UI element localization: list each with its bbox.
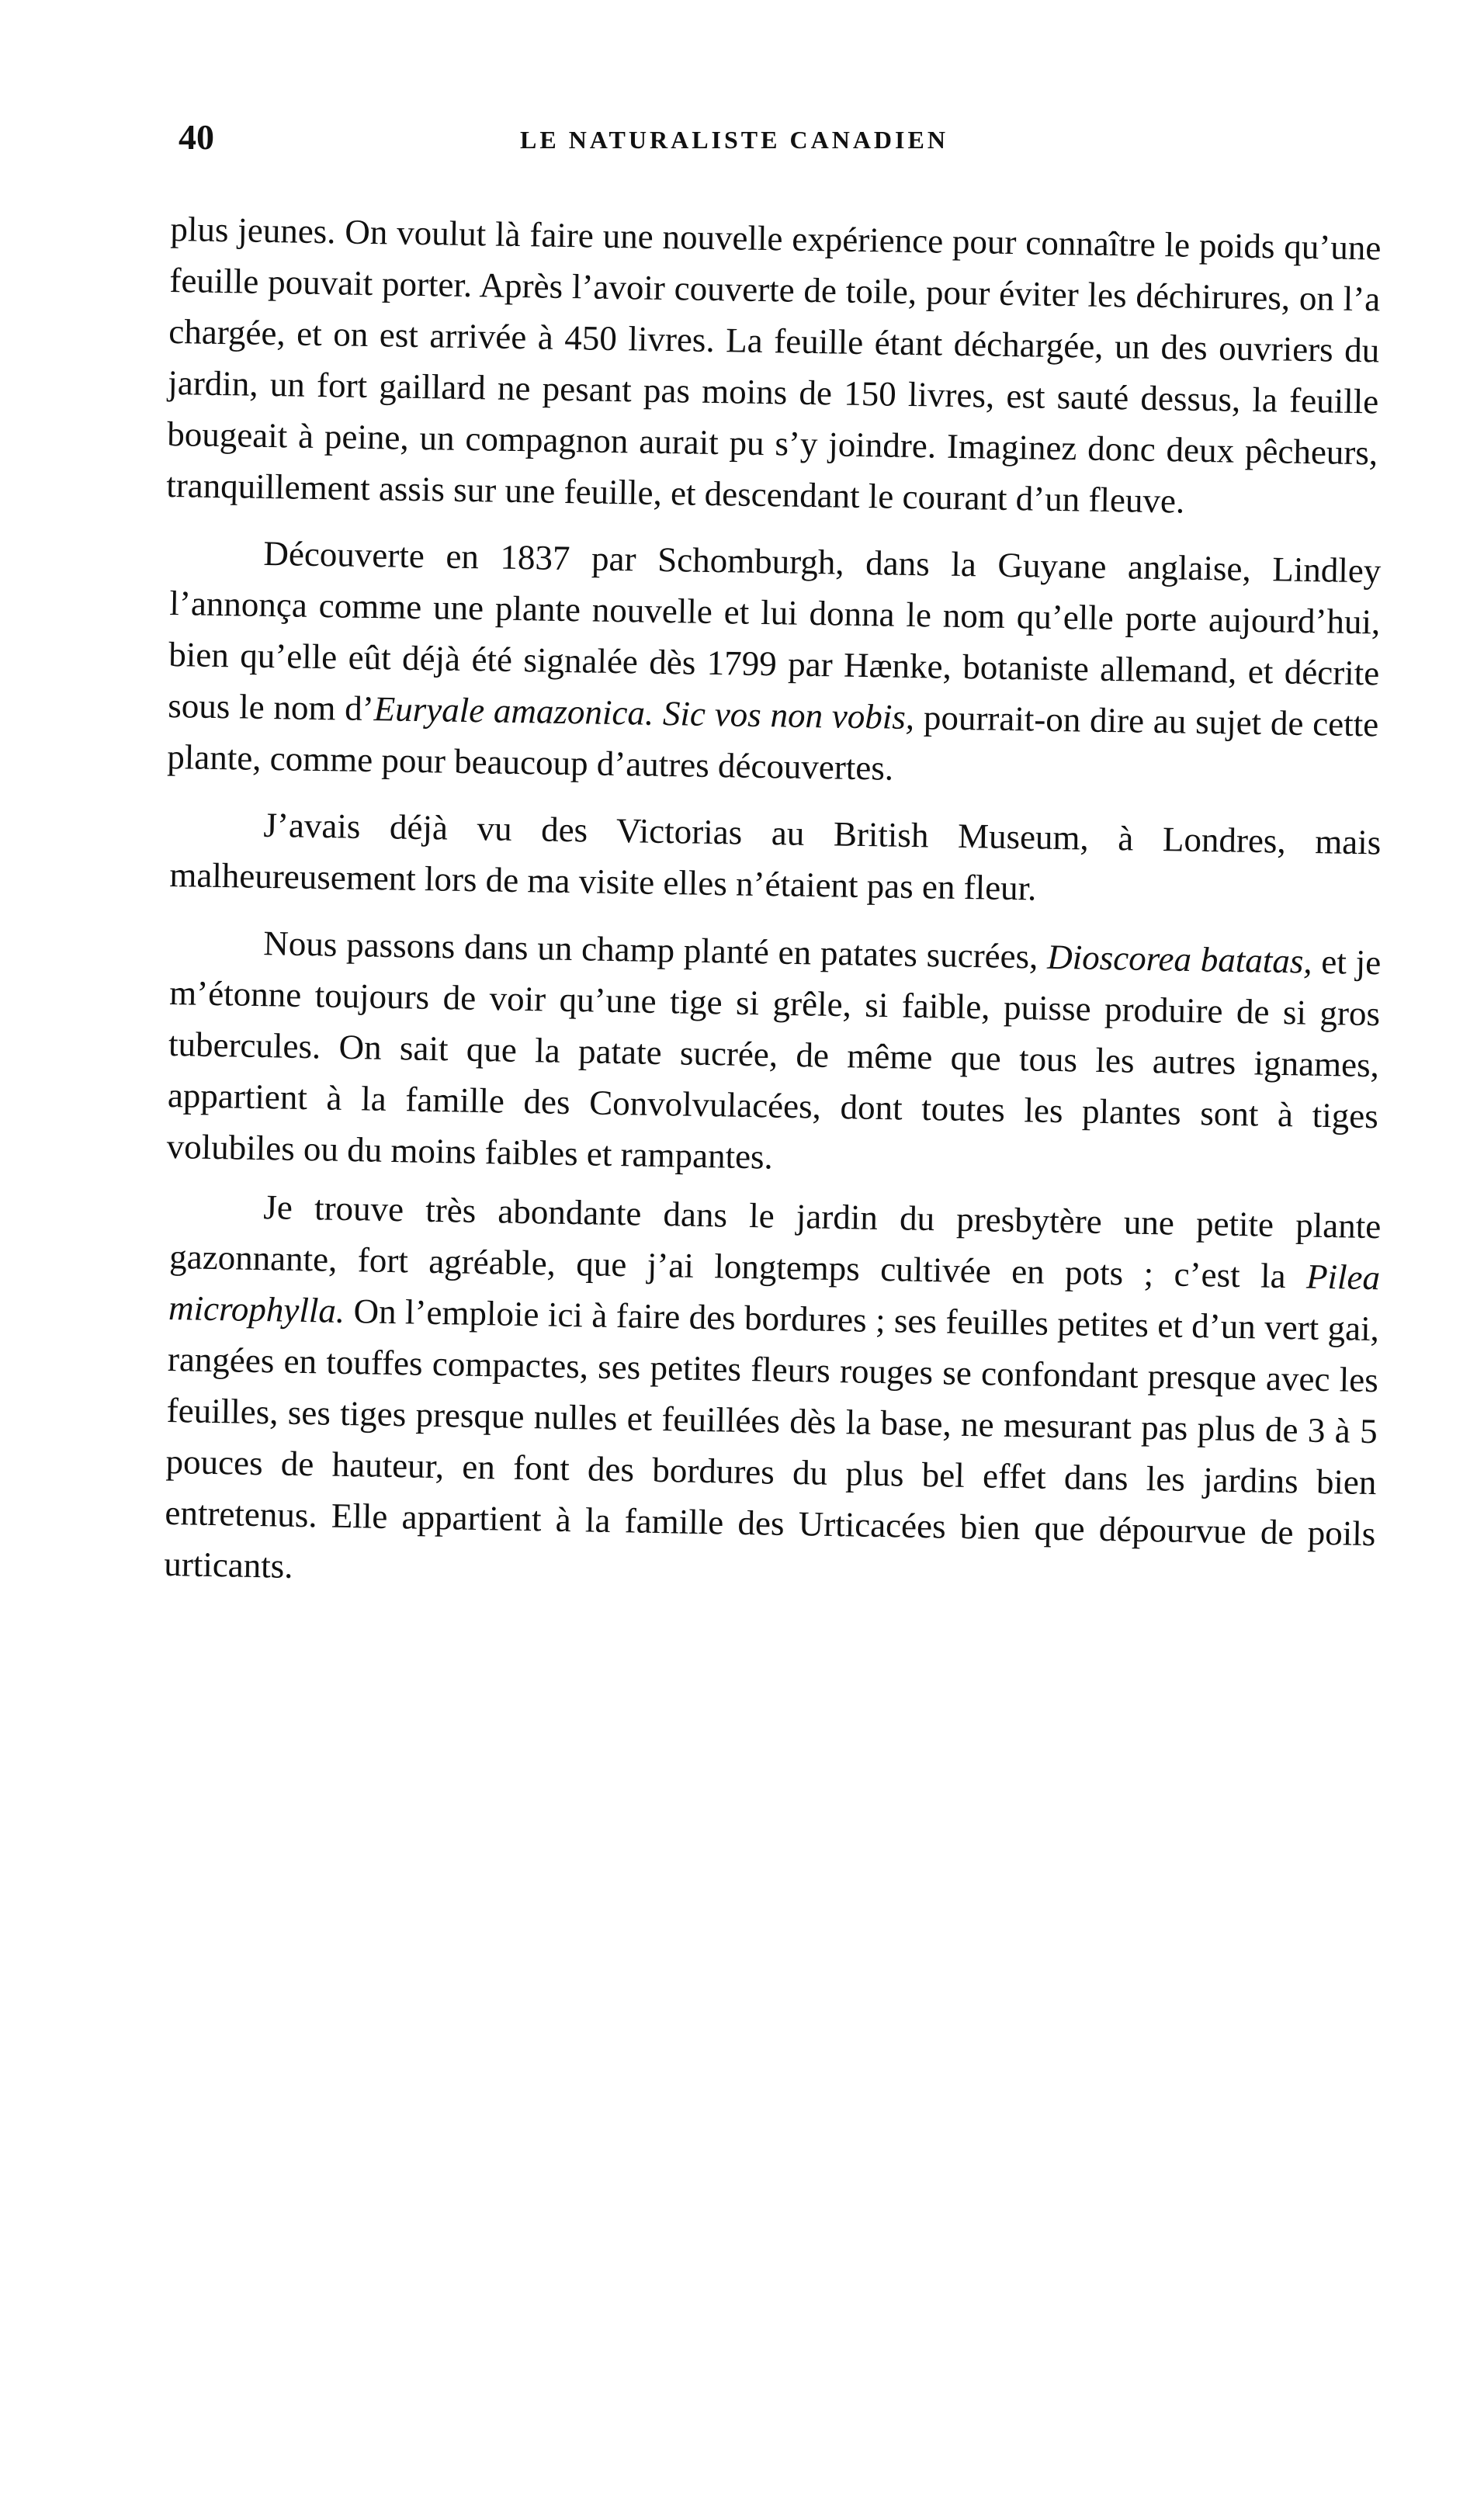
paragraph-5-text-a: Je trouve très abondante dans le jardin du presbytère une petite plante gazonnante, fort agréable, que j’ai longtemps cultivée en pots ; c’est la: [168, 1187, 1382, 1296]
paragraph-4-text-b: et je m’étonne toujours de voir qu’une tige si grêle, si faible, puisse produire de si gros tubercules. On sait que la patate sucrée, de même que tous les autres ignames, appartient à la famille des Convolvulacées, dont toutes les plantes sont à tiges volubiles ou du moins faibles et rampantes.: [166, 941, 1382, 1177]
dioscorea-batatas-italic: Dioscorea batatas,: [1046, 937, 1313, 981]
euryale-amazonica-italic: Euryale amazonica.: [373, 689, 654, 733]
body-text: [163, 203, 1382, 1590]
paragraph-2-text-a: Découverte en 1837 par Schomburgh, dans la Guyane anglaise, Lindley l’annonça comme une plante nouvelle et lui donna le nom qu’elle porte aujourd’hui, bien qu’elle eût déjà été signalée dès 1799 par Hænke, botaniste allemand, et décrite sous le nom d’: [167, 533, 1382, 729]
paragraph-4-text-a: Nous passons dans un champ planté en patates sucrées,: [262, 924, 1048, 976]
paragraph-2-text-c: pourrait-on dire au sujet de cette plante, comme pour beaucoup d’autres découvertes.: [166, 698, 1379, 788]
paragraph-2-text-b: [654, 694, 664, 733]
paragraph-4: [166, 916, 1382, 1193]
pilea-microphylla-italic: Pilea microphylla.: [168, 1257, 1381, 1330]
page-header: [171, 116, 1382, 179]
paragraph-5-text-b: On l’emploie ici à faire des bordures ; ses feuilles petites et d’un vert gai, rangées en touffes compactes, ses petites fleurs rouges se confondant presque avec les feuilles, ses tiges presque nulles et feuillées dès la base, ne mesurant pas plus de 3 à 5 pouces de hauteur, en font des bordures du plus bel effet dans les jardins bien entretenus. Elle appartient à la famille des Urticacées bien que dépourvue de poils urticants.: [163, 1291, 1380, 1586]
page-number: 40: [179, 117, 214, 157]
paragraph-2: [167, 526, 1382, 801]
paragraph-3: J’avais déjà vu des Victorias au British Museum, à Londres, mais malheureusement lors de ma visite elles n’étaient pas en fleur.: [169, 805, 1382, 908]
paragraph-1: plus jeunes. On voulut là faire une nouvelle expérience pour connaître le poids qu’une feuille pouvait porter. Après l’avoir couverte de toile, pour éviter les déchirures, on l’a chargée, et on est arrivée à 450 livres. La feuille étant déchargée, un des ouvriers du jardin, un fort gaillard ne pesant pas moins de 150 livres, est sauté dessus, la feuille bougeait à peine, un compagnon aurait pu s’y joindre. Imaginez donc deux pêcheurs, tranquillement assis sur une feuille, et descendant le courant d’un fleuve.: [165, 209, 1382, 521]
paragraph-5: [164, 1180, 1382, 1610]
sic-vos-non-vobis-italic: Sic vos non vobis,: [662, 693, 915, 737]
running-head: LE NATURALISTE CANADIEN: [520, 126, 948, 154]
